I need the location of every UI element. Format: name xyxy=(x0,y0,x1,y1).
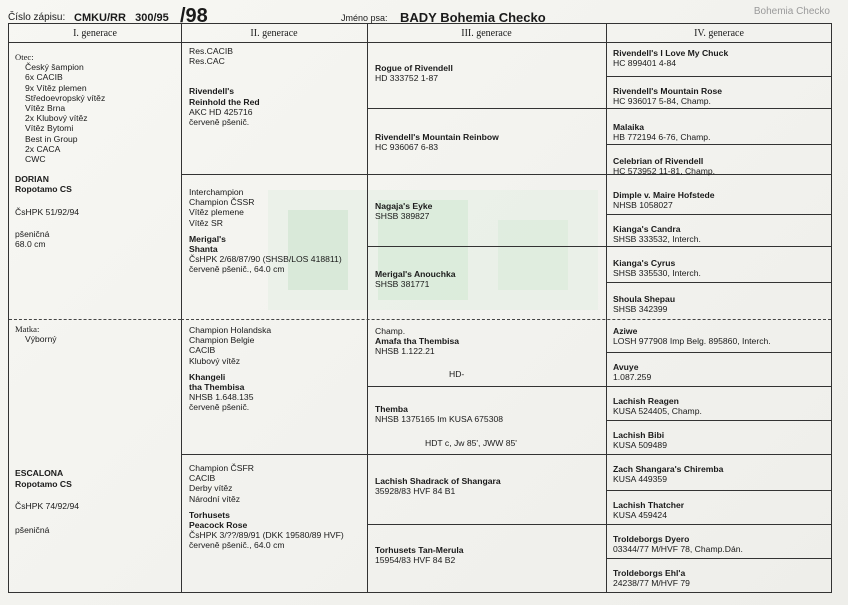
mother-registration: ČsHPK 74/92/94 xyxy=(15,500,80,511)
father-name: DORIAN Ropotamo CS xyxy=(15,174,72,195)
gen3-entry: Torhusets Tan-Merula 15954/83 HVF 84 B2 xyxy=(375,545,464,566)
gen2-entry-4: Champion ČSFR CACIB Derby vítěz Národní vítěz Torhusets Peacock Rose ČsHPK 3/??/89/91 (DKK 19580/89 HVF) červeně pšenič., 64.0 cm xyxy=(189,463,344,551)
title-line: 2x CACA xyxy=(25,143,61,154)
gen4-entry: Malaika HB 772194 6-76, Champ. xyxy=(613,122,711,143)
row-divider xyxy=(606,76,831,77)
row-divider xyxy=(367,108,831,109)
row-divider xyxy=(606,214,831,215)
gen2-entry-1: Res.CACIB Res.CAC Rivendell's Reinhold the Red AKC HD 425716 červeně pšenič. xyxy=(189,46,260,128)
title-line: 6x CACIB xyxy=(25,72,63,83)
row-divider xyxy=(606,420,831,421)
father-color: pšeničná 68.0 cm xyxy=(15,228,50,250)
gen4-entry: Lachish Reagen KUSA 524405, Champ. xyxy=(613,396,702,417)
father-registration: ČsHPK 51/92/94 xyxy=(15,206,80,217)
dog-name: BADY Bohemia Checko xyxy=(400,10,546,25)
row-divider xyxy=(367,246,831,247)
row-divider xyxy=(367,386,831,387)
gen3-entry: HD- xyxy=(449,369,465,379)
gen4-entry: Lachish Thatcher KUSA 459424 xyxy=(613,500,685,521)
gen4-entry: Kianga's Cyrus SHSB 335530, Interch. xyxy=(613,258,701,279)
gen3-entry: Nagaja's Eyke SHSB 389827 xyxy=(375,201,433,222)
gen2-entry-3: Champion Holandska Champion Belgie CACIB Klubový vítěz Khangeli tha Thembisa NHSB 1.648.135 červeně pšenič. xyxy=(189,325,272,413)
row-divider xyxy=(367,524,831,525)
gen4-entry: Celebrian of Rivendell HC 573952 11-81, Champ. xyxy=(613,156,716,177)
gen3-entry: Lachish Shadrack of Shangara 35928/83 HVF 84 B1 xyxy=(375,476,501,497)
row-divider xyxy=(606,352,831,353)
column-header: I. generace xyxy=(73,27,117,39)
column-header: IV. generace xyxy=(694,27,744,39)
column-header: III. generace xyxy=(461,27,512,39)
gen4-entry: Zach Shangara's Chiremba KUSA 449359 xyxy=(613,464,724,485)
gen4-entry: Troldeborgs Ehl'a 24238/77 M/HVF 79 xyxy=(613,568,690,589)
father-block xyxy=(15,52,175,249)
gen4-entry: Shoula Shepau SHSB 342399 xyxy=(613,294,676,315)
title-line: Vítěz Brna xyxy=(25,103,66,114)
parent-divider xyxy=(9,319,181,320)
gen3-entry: Merigal's Anouchka SHSB 381771 xyxy=(375,269,456,290)
dog-name-label: Jméno psa: xyxy=(341,13,388,23)
title-line: CWC xyxy=(25,154,46,165)
gen3-entry: Themba NHSB 1375165 Im KUSA 675308 xyxy=(375,404,504,425)
gen4-entry: Aziwe LOSH 977908 Imp Belg. 895860, Interch. xyxy=(613,326,771,347)
col-divider xyxy=(367,24,368,592)
gen4-entry: Troldeborgs Dyero 03344/77 M/HVF 78, Champ.Dán. xyxy=(613,534,743,555)
row-divider xyxy=(181,454,831,455)
title-line: Středoevropský vítěz xyxy=(25,92,106,103)
gen4-entry: Avuye 1.087.259 xyxy=(613,362,652,383)
mother-name: ESCALONA Ropotamo CS xyxy=(15,468,72,489)
registration-label: Číslo zápisu: xyxy=(8,12,66,23)
pedigree-table xyxy=(8,23,832,593)
mother-color: pšeničná xyxy=(15,525,50,536)
column-header: II. generace xyxy=(250,27,298,39)
title-line: Vítěz Bytomi xyxy=(25,123,74,134)
row-divider xyxy=(606,490,831,491)
father-label: Otec: xyxy=(15,52,34,62)
row-divider xyxy=(606,282,831,283)
gen4-entry: Kianga's Candra SHSB 333532, Interch. xyxy=(613,224,701,245)
gen4-entry: Rivendell's Mountain Rose HC 936017 5-84, Champ. xyxy=(613,86,723,107)
header-ghost-text: Bohemia Checko xyxy=(753,6,830,17)
parent-divider xyxy=(181,319,831,320)
gen4-entry: Dimple v. Maire Hofstede NHSB 1058027 xyxy=(613,190,715,211)
gen3-entry: Rivendell's Mountain Reinbow HC 936067 6-83 xyxy=(375,132,499,153)
gen2-entry-2: Interchampion Champion ČSSR Vítěz plemene Vítěz SR Merigal's Shanta ČsHPK 2/68/87/90 (SHSB/LOS 418811) červeně pšenič., 64.0 cm xyxy=(189,187,342,275)
header-divider xyxy=(9,42,831,43)
title-line: Výborný xyxy=(25,334,57,345)
title-line: 9x Vítěz plemen xyxy=(25,82,87,93)
gen3-entry: Rogue of Rivendell HD 333752 1-87 xyxy=(375,63,453,84)
title-line: 2x Klubový vítěz xyxy=(25,113,88,124)
gen4-entry: Lachish Bibi KUSA 509489 xyxy=(613,430,667,451)
title-line: Český šampion xyxy=(25,62,84,73)
gen4-entry: Rivendell's I Love My Chuck HC 899401 4-84 xyxy=(613,48,729,69)
col-divider xyxy=(606,24,607,592)
col-divider xyxy=(181,24,182,592)
gen3-entry: Champ. Amafa tha Thembisa NHSB 1.122.21 xyxy=(375,326,460,357)
registration-cmku: CMKU/RR 300/95 xyxy=(74,12,169,24)
registration-suffix: /98 xyxy=(180,5,208,27)
mother-label: Matka: xyxy=(15,324,40,334)
gen3-entry: HDT c, Jw 85', JWW 85' xyxy=(425,438,517,448)
row-divider xyxy=(606,144,831,145)
row-divider xyxy=(181,174,831,175)
title-line: Best in Group xyxy=(25,133,78,144)
mother-block xyxy=(15,324,175,535)
row-divider xyxy=(606,558,831,559)
